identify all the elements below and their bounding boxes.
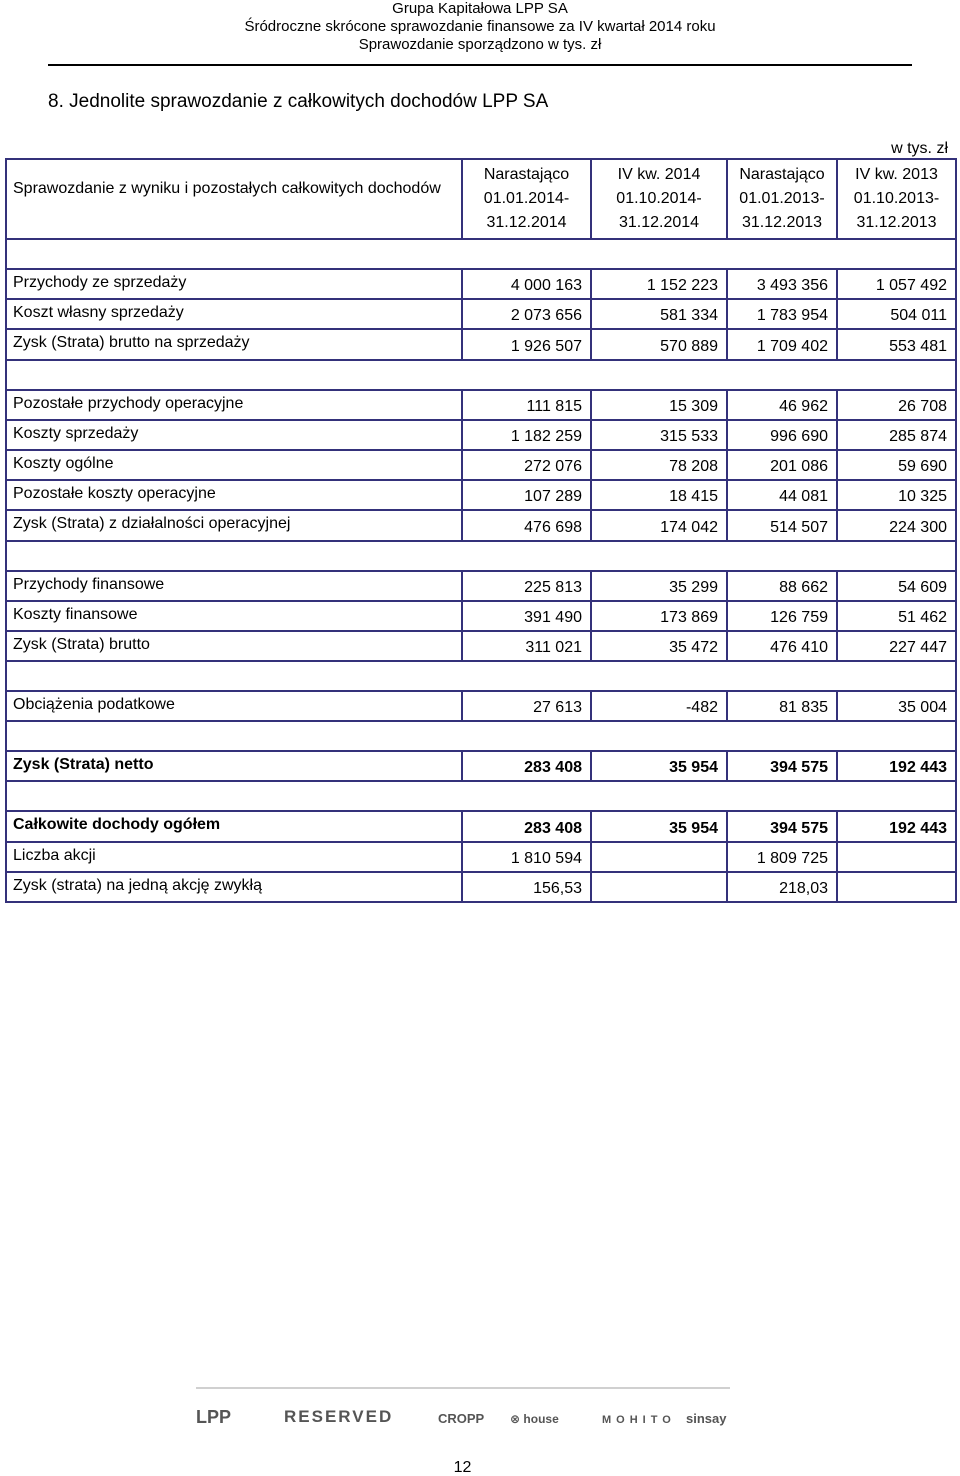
header-report-title: Śródroczne skrócone sprawozdanie finansowe za IV kwartał 2014 roku (244, 18, 716, 35)
spacer-row (6, 661, 956, 691)
value-cell: 391 490 (462, 601, 591, 631)
value-cell: 192 443 (837, 811, 956, 841)
column-period-end: 31.12.2014 (618, 214, 700, 231)
table-row (6, 872, 956, 902)
section-title: 8. Jednolite sprawozdanie z całkowitych dochodów LPP SA (48, 91, 549, 112)
brand-logo-house (510, 1410, 559, 1428)
value-cell: 10 325 (837, 480, 956, 510)
column-title: IV kw. 2013 (855, 166, 938, 183)
value-cell: 1 926 507 (462, 329, 591, 359)
column-period-start: 01.01.2013- (739, 190, 825, 207)
page-number: 12 (453, 1459, 472, 1476)
row-label: Koszt własny sprzedaży (6, 299, 462, 329)
value-cell: 35 004 (837, 691, 956, 721)
column-period-end: 31.12.2014 (486, 214, 567, 231)
brand-logo-mohito: MOHITO (602, 1414, 676, 1426)
value-cell: -482 (591, 691, 727, 721)
unit-note: w tys. zł (891, 140, 948, 157)
value-cell: 126 759 (727, 601, 837, 631)
table-row (6, 450, 956, 480)
value-cell: 504 011 (837, 299, 956, 329)
column-header-q4-2013 (837, 159, 956, 239)
value-cell: 283 408 (462, 751, 591, 781)
row-label: Pozostałe koszty operacyjne (6, 480, 462, 510)
value-cell: 1 182 259 (462, 420, 591, 450)
value-cell: 996 690 (727, 420, 837, 450)
table-row (6, 631, 956, 661)
value-cell: 156,53 (462, 872, 591, 902)
value-cell: 35 954 (591, 811, 727, 841)
table-row (6, 420, 956, 450)
value-cell: 1 057 492 (837, 269, 956, 299)
value-cell: 285 874 (837, 420, 956, 450)
value-cell: 476 698 (462, 510, 591, 540)
row-label: Zysk (Strata) brutto na sprzedaży (6, 329, 462, 359)
table-row-total-income (6, 811, 956, 841)
spacer-row (6, 721, 956, 751)
spacer-row (6, 541, 956, 571)
value-cell: 218,03 (727, 872, 837, 902)
value-cell: 1 810 594 (462, 842, 591, 872)
value-cell (837, 872, 956, 902)
value-cell: 78 208 (591, 450, 727, 480)
column-period-start: 01.10.2013- (853, 190, 940, 207)
table-row (6, 571, 956, 601)
row-label: Zysk (Strata) brutto (6, 631, 462, 661)
column-period-start: 01.10.2014- (616, 190, 702, 207)
value-cell (591, 842, 727, 872)
value-cell: 225 813 (462, 571, 591, 601)
value-cell: 88 662 (727, 571, 837, 601)
value-cell: 18 415 (591, 480, 727, 510)
value-cell: 4 000 163 (462, 269, 591, 299)
value-cell: 514 507 (727, 510, 837, 540)
value-cell: 3 493 356 (727, 269, 837, 299)
row-label: Zysk (strata) na jedną akcję zwykłą (6, 872, 462, 902)
value-cell: 224 300 (837, 510, 956, 540)
value-cell: 59 690 (837, 450, 956, 480)
column-title: Narastająco (483, 166, 570, 183)
row-label: Koszty ogólne (6, 450, 462, 480)
value-cell: 26 708 (837, 390, 956, 420)
value-cell: 15 309 (591, 390, 727, 420)
document-header (0, 0, 960, 54)
value-cell: 54 609 (837, 571, 956, 601)
house-logo-mark-icon: ⊗ (510, 1412, 521, 1426)
table-row (6, 691, 956, 721)
table-row (6, 480, 956, 510)
header-unit-statement: Sprawozdanie sporządzono w tys. zł (358, 36, 602, 53)
column-title: IV kw. 2014 (617, 166, 701, 183)
value-cell (837, 842, 956, 872)
brand-logo-lpp: LPP (196, 1407, 232, 1427)
value-cell: 1 709 402 (727, 329, 837, 359)
column-period-end: 31.12.2013 (856, 214, 937, 231)
column-period-start: 01.01.2014- (483, 190, 570, 207)
brand-logo-reserved: RESERVED (284, 1407, 394, 1426)
value-cell: 2 073 656 (462, 299, 591, 329)
value-cell (591, 872, 727, 902)
value-cell: 476 410 (727, 631, 837, 661)
table-header-row (6, 159, 956, 239)
table-row (6, 269, 956, 299)
row-label: Koszty sprzedaży (6, 420, 462, 450)
value-cell: 192 443 (837, 751, 956, 781)
value-cell: 111 815 (462, 390, 591, 420)
row-label: Koszty finansowe (6, 601, 462, 631)
brand-logo-cropp: CROPP (438, 1411, 485, 1426)
header-company: Grupa Kapitałowa LPP SA (392, 0, 568, 17)
row-label: Zysk (Strata) z działalności operacyjnej (6, 510, 462, 540)
row-label: Przychody ze sprzedaży (6, 269, 462, 299)
table-row (6, 842, 956, 872)
column-header-cumulative-2014 (462, 159, 591, 239)
spacer-row (6, 360, 956, 390)
spacer-row (6, 239, 956, 269)
row-label: Obciążenia podatkowe (6, 691, 462, 721)
value-cell: 570 889 (591, 329, 727, 359)
value-cell: 35 954 (591, 751, 727, 781)
value-cell: 227 447 (837, 631, 956, 661)
column-title: Narastająco (739, 166, 825, 183)
value-cell: 44 081 (727, 480, 837, 510)
table-row (6, 329, 956, 359)
value-cell: 1 783 954 (727, 299, 837, 329)
value-cell: 394 575 (727, 751, 837, 781)
value-cell: 107 289 (462, 480, 591, 510)
statement-title-cell: Sprawozdanie z wyniku i pozostałych całkowitych dochodów (6, 159, 462, 239)
column-header-cumulative-2013 (727, 159, 837, 239)
value-cell: 46 962 (727, 390, 837, 420)
value-cell: 283 408 (462, 811, 591, 841)
row-label: Zysk (Strata) netto (6, 751, 462, 781)
value-cell: 35 472 (591, 631, 727, 661)
brand-logo-sinsay: sinsay (686, 1411, 727, 1426)
value-cell: 1 809 725 (727, 842, 837, 872)
value-cell: 553 481 (837, 329, 956, 359)
value-cell: 35 299 (591, 571, 727, 601)
value-cell: 394 575 (727, 811, 837, 841)
value-cell: 311 021 (462, 631, 591, 661)
value-cell: 27 613 (462, 691, 591, 721)
column-header-q4-2014 (591, 159, 727, 239)
row-label: Pozostałe przychody operacyjne (6, 390, 462, 420)
value-cell: 581 334 (591, 299, 727, 329)
table-row (6, 601, 956, 631)
value-cell: 173 869 (591, 601, 727, 631)
table-row (6, 390, 956, 420)
value-cell: 51 462 (837, 601, 956, 631)
value-cell: 201 086 (727, 450, 837, 480)
table-row-net-profit (6, 751, 956, 781)
value-cell: 315 533 (591, 420, 727, 450)
value-cell: 1 152 223 (591, 269, 727, 299)
column-period-end: 31.12.2013 (741, 214, 823, 231)
table-row (6, 510, 956, 540)
table-row (6, 299, 956, 329)
value-cell: 272 076 (462, 450, 591, 480)
header-divider (48, 64, 912, 66)
value-cell: 174 042 (591, 510, 727, 540)
row-label: Przychody finansowe (6, 571, 462, 601)
footer-divider (196, 1387, 730, 1389)
spacer-row (6, 781, 956, 811)
income-statement-table (5, 158, 957, 903)
row-label: Liczba akcji (6, 842, 462, 872)
house-logo-text: house (523, 1412, 559, 1426)
row-label: Całkowite dochody ogółem (6, 811, 462, 841)
value-cell: 81 835 (727, 691, 837, 721)
